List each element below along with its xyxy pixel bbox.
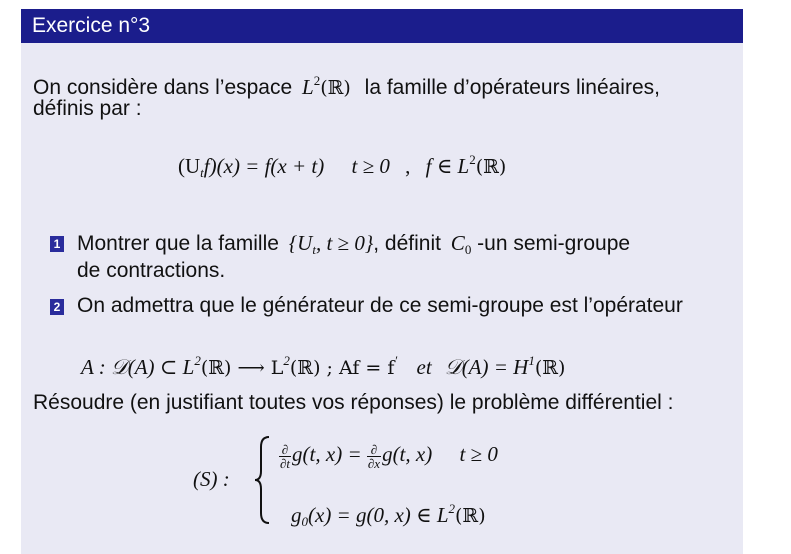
resolve-instruction: Résoudre (en justifiant toutes vos réponses) le problème différentiel : — [33, 391, 674, 414]
item-2-text: On admettra que le générateur de ce semi-groupe est l’opérateur — [77, 294, 683, 317]
left-brace-icon — [253, 435, 273, 525]
intro-line-2: définis par : — [33, 97, 142, 120]
definition-equation: $(U_tf)(x) = f(x + t) t \ge 0$ , f ∈ $L^2(ℝ)$ — [178, 152, 507, 180]
title-bar — [21, 9, 743, 43]
system-equation-2: $g_0(x) = g(0$, x) ∈ $L^2(ℝ)$ — [291, 501, 486, 529]
system-label: (S) : — [193, 467, 230, 491]
item-number-2: 2 — [50, 299, 64, 315]
exercise-box — [21, 9, 743, 554]
generator-equation: A : 𝒟(A) ⊂ $L^2(ℝ)$ ⟶ $L^2(ℝ)$ ; Af = f′ et 𝒟(A) = $H^1(ℝ)$ — [81, 353, 566, 379]
partial-t-fraction: $\frac{\partial}{\partial t}$ — [280, 441, 291, 471]
system-equation-1: $\frac{\partial}{\partial t}$ g(t, x) = $\frac{\partial}{\partial x}$ g(t, x) t ≥ 0 — [280, 441, 498, 471]
item-1-line-2: de contractions. — [77, 259, 226, 282]
intro-line-1: On considère dans l’espace $L^2(ℝ)$ la famille d’opérateurs linéaires, — [33, 73, 660, 99]
item-number-1: 1 — [50, 236, 64, 252]
item-1-line-1: Montrer que la famille {$U_t$, t ≥ 0}, définit $C_0$ -un semi-groupe — [77, 231, 631, 257]
partial-x-fraction: $\frac{\partial}{\partial x}$ — [367, 441, 381, 471]
exercise-title: Exercice n°3 — [32, 14, 151, 37]
